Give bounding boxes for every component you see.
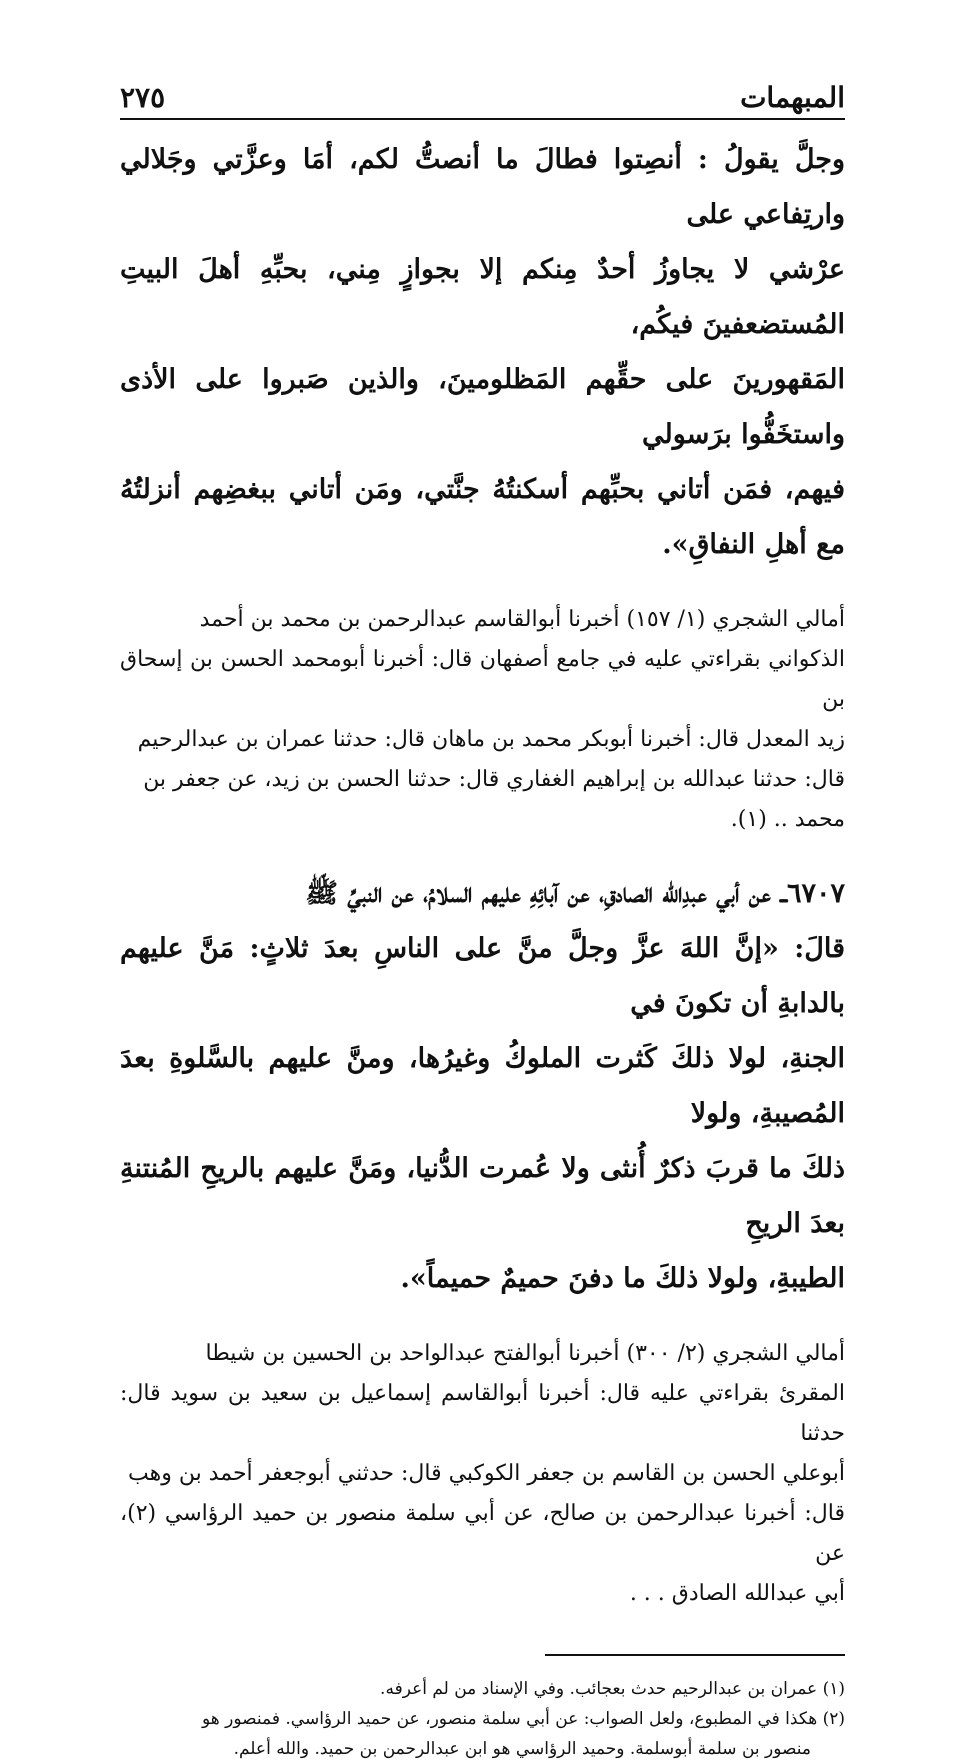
page-header xyxy=(120,70,845,120)
hadith-6707 xyxy=(120,866,845,1306)
text-line: قال: حدثنا عبدالله بن إبراهيم الغفاري قال: حدثنا الحسن بن زيد، عن جعفر بن xyxy=(143,767,845,792)
running-title: المبهمات xyxy=(740,81,845,114)
text-line: فيهم، فمَن أتاني بحبِّهم أسكنتُهُ جنَّتي، ومَن أتاني ببغضِهم أنزلتُهُ مع أهلِ النفاقِ». xyxy=(120,474,845,560)
text-line: الجنةِ، لولا ذلكَ كَثرت الملوكُ وغيرُها، ومنَّ عليهم بالسَّلوةِ بعدَ المُصيبةِ، ولولا xyxy=(120,1043,845,1129)
text-line: الطيبةِ، ولولا ذلكَ ما دفنَ حميمٌ حميماً». xyxy=(400,1263,845,1294)
hadith-continuation xyxy=(120,132,845,572)
text-line: محمد .. (١). xyxy=(730,807,845,832)
text-line: زيد المعدل قال: أخبرنا أبوبكر محمد بن ماهان قال: حدثنا عمران بن عبدالرحيم xyxy=(137,727,845,752)
footnotes xyxy=(120,1674,845,1764)
text-line: عرْشي لا يجاوزُ أحدٌ مِنكم إلا بجوازٍ مِني، بحبِّهِ أهلَ البيتِ المُستضعفينَ فيكُم، xyxy=(120,254,845,340)
book-page xyxy=(120,70,845,1764)
footnote-divider xyxy=(545,1654,845,1656)
text-line: ٦٧٠٧ــ عن أبي عبدِالله الصادقِ، عن آبائِهِ عليهم السلامُ، عن النبيِّ ﷺ xyxy=(305,878,845,909)
footnote-1: (١) عمران بن عبدالرحيم حدث بعجائب. وفي الإسناد من لم أعرفه. xyxy=(380,1679,845,1699)
text-line: أمالي الشجري (٢/ ٣٠٠) أخبرنا أبوالفتح عبدالواحد بن الحسين بن شيطا xyxy=(205,1341,845,1366)
source-citation xyxy=(120,600,845,840)
footnote-2-continuation: منصور بن سلمة أبوسلمة. وحميد الرؤاسي هو ابن عبدالرحمن بن حميد. والله أعلم. xyxy=(233,1739,811,1759)
text-line: المَقهورينَ على حقِّهم المَظلومينَ، والذين صَبروا على الأذى واستخَفُّوا برَسولي xyxy=(120,364,845,450)
text-line: ذلكَ ما قربَ ذكرٌ أُنثى ولا عُمرت الدُّنيا، ومَنَّ عليهم بالريحِ المُنتنةِ بعدَ الريحِ xyxy=(120,1153,845,1239)
page-number: ٢٧٥ xyxy=(120,81,166,114)
text-line: قال: أخبرنا عبدالرحمن بن صالح، عن أبي سلمة منصور بن حميد الرؤاسي (٢)، عن xyxy=(120,1501,845,1566)
footnote-2: (٢) هكذا في المطبوع، ولعل الصواب: عن أبي سلمة منصور، عن حميد الرؤاسي. فمنصور هو xyxy=(202,1709,845,1729)
text-line: أبي عبدالله الصادق . . . xyxy=(629,1581,845,1606)
source-citation xyxy=(120,1334,845,1614)
text-line: المقرئ بقراءتي عليه قال: أخبرنا أبوالقاسم إسماعيل بن سعيد بن سويد قال: حدثنا xyxy=(120,1381,845,1446)
text-line: وجلَّ يقولُ : أنصِتوا فطالَ ما أنصتُّ لكم، أمَا وعزَّتي وجَلالي وارتِفاعي على xyxy=(120,144,845,230)
text-line: قالَ: «إنَّ اللهَ عزَّ وجلَّ منَّ على الناسِ بعدَ ثلاثٍ: مَنَّ عليهم بالدابةِ أن تكونَ في xyxy=(120,933,845,1019)
text-line: أمالي الشجري (١/ ١٥٧) أخبرنا أبوالقاسم عبدالرحمن بن محمد بن أحمد xyxy=(199,607,845,632)
text-line: أبوعلي الحسن بن القاسم بن جعفر الكوكبي قال: حدثني أبوجعفر أحمد بن وهب xyxy=(128,1461,845,1486)
text-line: الذكواني بقراءتي عليه في جامع أصفهان قال: أخبرنا أبومحمد الحسن بن إسحاق بن xyxy=(120,647,845,712)
